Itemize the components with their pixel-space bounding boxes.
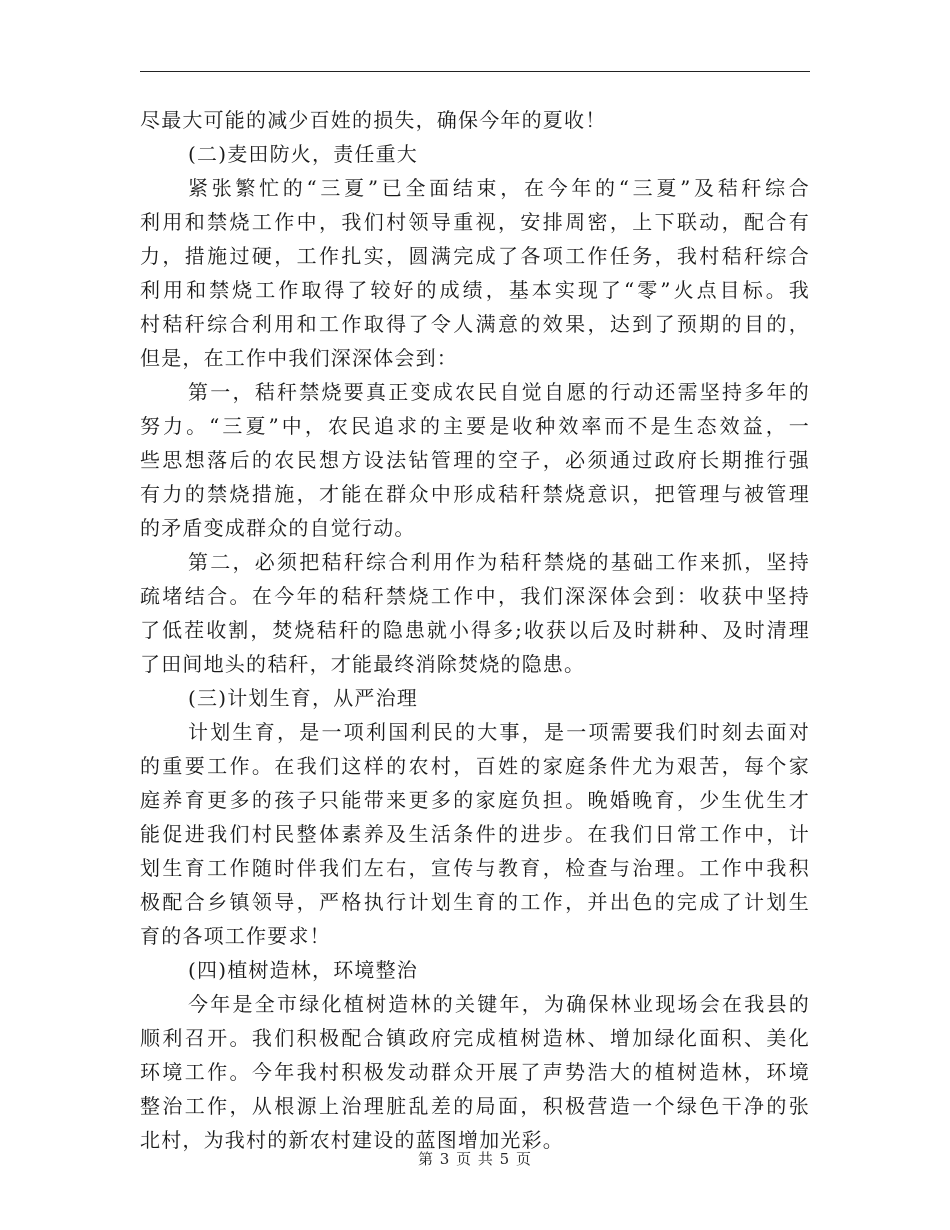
section-heading: (二)麦田防火，责任重大	[188, 142, 419, 166]
body-line: 计划生育，是一项利国利民的大事，是一项需要我们时刻去面对	[188, 720, 810, 744]
body-line: 第一，秸秆禁烧要真正变成农民自觉自愿的行动还需坚持多年的	[188, 380, 810, 404]
body-line: 育的各项工作要求！	[140, 924, 331, 948]
body-line: 紧张繁忙的“三夏”已全面结束，在今年的“三夏”及秸秆综合	[188, 176, 810, 200]
body-line: 的矛盾变成群众的自觉行动。	[140, 516, 416, 540]
body-line: 划生育工作随时伴我们左右，宣传与教育，检查与治理。工作中我积	[140, 856, 810, 880]
body-line: 庭养育更多的孩子只能带来更多的家庭负担。晚婚晚育，少生优生才	[140, 788, 810, 812]
body-line: 些思想落后的农民想方设法钻管理的空子，必须通过政府长期推行强	[140, 448, 810, 472]
body-line: 环境工作。今年我村积极发动群众开展了声势浩大的植树造林，环境	[140, 1060, 810, 1084]
body-line: 但是，在工作中我们深深体会到：	[140, 346, 458, 370]
body-line: 村秸秆综合利用和工作取得了令人满意的效果，达到了预期的目的，	[140, 312, 810, 336]
page-footer: 第 3 页 共 5 页	[418, 1150, 532, 1168]
document-body	[140, 103, 810, 1157]
body-line: 今年是全市绿化植树造林的关键年，为确保林业现场会在我县的	[188, 992, 810, 1016]
body-line: 力，措施过硬，工作扎实，圆满完成了各项工作任务，我村秸秆综合	[140, 244, 810, 268]
section-heading: (三)计划生育，从严治理	[188, 686, 419, 710]
body-line: 努力。“三夏”中，农民追求的主要是收种效率而不是生态效益，一	[140, 414, 810, 438]
body-line: 顺利召开。我们积极配合镇政府完成植树造林、增加绿化面积、美化	[140, 1026, 810, 1050]
header-rule	[140, 71, 810, 72]
section-heading: (四)植树造林，环境整治	[188, 958, 419, 982]
body-line: 极配合乡镇领导，严格执行计划生育的工作，并出色的完成了计划生	[140, 890, 810, 914]
body-line: 了低茬收割，焚烧秸秆的隐患就小得多;收获以后及时耕种、及时清理	[140, 618, 810, 642]
body-line: 尽最大可能的减少百姓的损失，确保今年的夏收！	[140, 108, 607, 132]
body-line: 整治工作，从根源上治理脏乱差的局面，积极营造一个绿色干净的张	[140, 1094, 810, 1118]
body-line: 的重要工作。在我们这样的农村，百姓的家庭条件尤为艰苦，每个家	[140, 754, 810, 778]
body-line: 有力的禁烧措施，才能在群众中形成秸秆禁烧意识，把管理与被管理	[140, 482, 810, 506]
body-line: 疏堵结合。在今年的秸秆禁烧工作中，我们深深体会到：收获中坚持	[140, 584, 810, 608]
body-line: 利用和禁烧工作取得了较好的成绩，基本实现了“零”火点目标。我	[140, 278, 810, 302]
body-line: 利用和禁烧工作中，我们村领导重视，安排周密，上下联动，配合有	[140, 210, 810, 234]
body-line: 第二，必须把秸秆综合利用作为秸秆禁烧的基础工作来抓，坚持	[188, 550, 810, 574]
body-line: 能促进我们村民整体素养及生活条件的进步。在我们日常工作中，计	[140, 822, 810, 846]
body-line: 北村，为我村的新农村建设的蓝图增加光彩。	[140, 1128, 564, 1152]
body-line: 了田间地头的秸秆，才能最终消除焚烧的隐患。	[140, 652, 586, 676]
